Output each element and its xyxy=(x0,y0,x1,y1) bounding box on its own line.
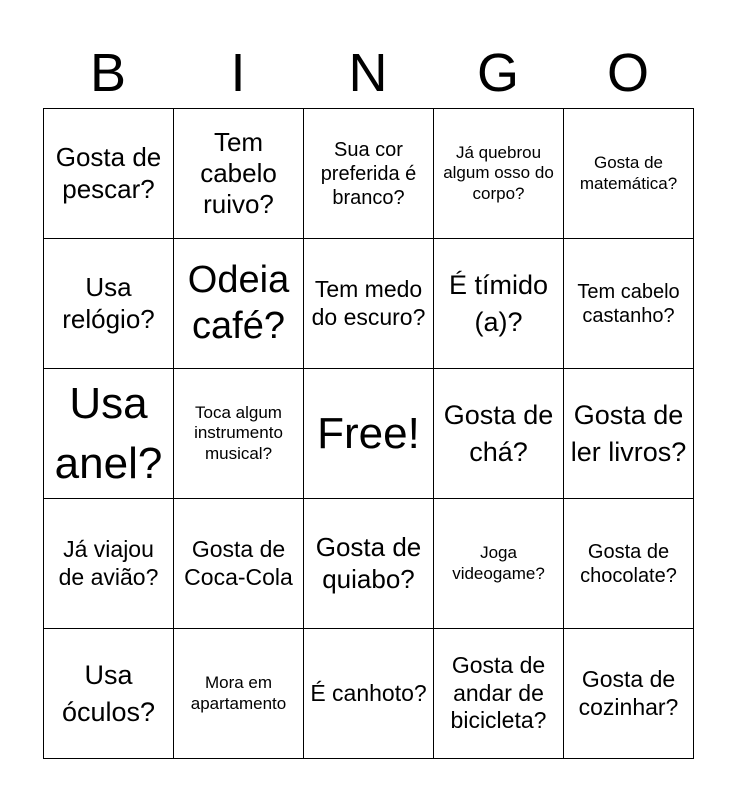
bingo-header xyxy=(43,38,693,108)
card-row xyxy=(44,499,694,629)
header-letter-i: I xyxy=(230,43,246,103)
bingo-cell[interactable]: Sua cor preferida é branco? xyxy=(304,109,434,239)
card-row xyxy=(44,369,694,499)
bingo-cell[interactable]: Já viajou de avião? xyxy=(44,499,174,629)
bingo-cell[interactable]: Tem medo do escuro? xyxy=(304,239,434,369)
header-letter-o: O xyxy=(606,43,649,103)
bingo-cell[interactable]: Tem cabelo castanho? xyxy=(564,239,694,369)
bingo-cell[interactable]: Gosta de ler livros? xyxy=(564,369,694,499)
bingo-card xyxy=(43,108,694,759)
bingo-cell[interactable]: Gosta de matemática? xyxy=(564,109,694,239)
bingo-cell[interactable]: Gosta de pescar? xyxy=(44,109,174,239)
bingo-cell[interactable]: É canhoto? xyxy=(304,629,434,759)
free-cell[interactable]: Free! xyxy=(304,369,434,499)
bingo-cell[interactable]: Já quebrou algum osso do corpo? xyxy=(434,109,564,239)
bingo-cell[interactable]: Joga videogame? xyxy=(434,499,564,629)
header-letter-n: N xyxy=(348,43,388,103)
bingo-cell[interactable]: Odeia café? xyxy=(174,239,304,369)
bingo-cell[interactable]: Gosta de cozinhar? xyxy=(564,629,694,759)
bingo-cell[interactable]: Mora em apartamento xyxy=(174,629,304,759)
bingo-cell[interactable]: Gosta de quiabo? xyxy=(304,499,434,629)
card-row xyxy=(44,109,694,239)
bingo-cell[interactable]: Usa óculos? xyxy=(44,629,174,759)
bingo-cell[interactable]: Usa anel? xyxy=(44,369,174,499)
bingo-cell[interactable]: Usa relógio? xyxy=(44,239,174,369)
bingo-cell[interactable]: Gosta de chocolate? xyxy=(564,499,694,629)
bingo-cell[interactable]: Toca algum instrumento musical? xyxy=(174,369,304,499)
bingo-cell[interactable]: Gosta de andar de bicicleta? xyxy=(434,629,564,759)
bingo-cell[interactable]: Gosta de chá? xyxy=(434,369,564,499)
bingo-cell[interactable]: Tem cabelo ruivo? xyxy=(174,109,304,239)
header-letter-g: G xyxy=(476,43,519,103)
card-row xyxy=(44,629,694,759)
header-letter-b: B xyxy=(89,43,127,103)
bingo-cell[interactable]: É tímido (a)? xyxy=(434,239,564,369)
bingo-cell[interactable]: Gosta de Coca-Cola xyxy=(174,499,304,629)
card-row xyxy=(44,239,694,369)
